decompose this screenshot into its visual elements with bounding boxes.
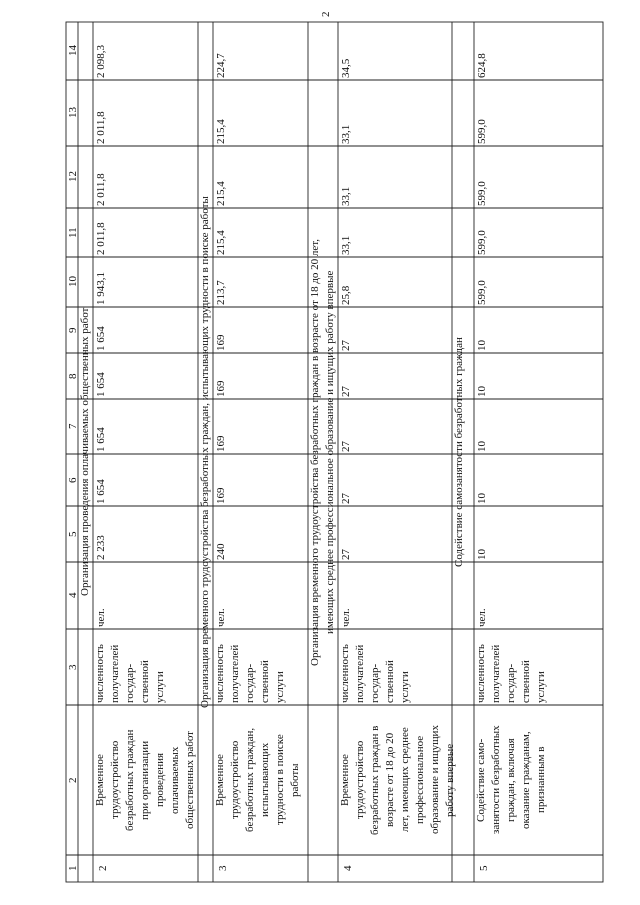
value-cell: 215,4: [215, 230, 227, 255]
rotated-table-page: [66, 22, 603, 882]
value-cell: 599,0: [476, 230, 488, 255]
section-heading: Организация проведения оплачиваемых общественных работ: [79, 307, 91, 597]
row-name: Временное трудоустройство безработных граждан, испытывающих трудности в поиске работы: [214, 727, 301, 833]
value-cell: 27: [340, 386, 352, 397]
value-cell: 33,1: [340, 124, 352, 144]
value-cell: 1 654: [95, 427, 107, 452]
value-cell: 169: [215, 435, 227, 452]
value-cell: 25,8: [340, 285, 352, 305]
row-unit: чел.: [340, 608, 352, 627]
value-cell: 624,8: [476, 53, 488, 78]
value-cell: 10: [476, 549, 488, 560]
value-cell: 213,7: [215, 280, 227, 305]
value-cell: 33,1: [340, 235, 352, 255]
value-cell: 2 011,8: [95, 222, 107, 255]
value-cell: 1 943,1: [95, 272, 107, 305]
value-cell: 10: [476, 340, 488, 351]
value-cell: 240: [215, 543, 227, 560]
column-number: 5: [67, 531, 79, 537]
row-unit: чел.: [476, 608, 488, 627]
column-number: 1: [67, 865, 79, 872]
row-indicator: численность получателей государ- ственной услуги: [339, 644, 411, 703]
value-cell: 599,0: [476, 280, 488, 305]
row-indicator: численность получателей государ- ственной услуги: [214, 644, 286, 703]
row-number: 3: [217, 865, 229, 871]
row-number: 5: [478, 865, 490, 871]
value-cell: 215,4: [215, 181, 227, 206]
value-cell: 169: [215, 334, 227, 351]
value-cell: 2 011,8: [95, 111, 107, 144]
column-number: 7: [67, 423, 79, 430]
row-indicator: численность получателей государ- ственной услуги: [475, 644, 547, 703]
value-cell: 215,4: [215, 119, 227, 144]
section-heading: Организация временного трудоустройства безработных граждан, испытывающих трудности в поиске работы: [199, 196, 211, 708]
column-number: 2: [67, 777, 79, 783]
row-number: 2: [97, 865, 109, 871]
value-cell: 224,7: [215, 53, 227, 78]
page-number: 2: [320, 11, 332, 17]
column-number: 4: [67, 592, 79, 599]
value-cell: 10: [476, 493, 488, 504]
section-heading: Содействие самозанятости безработных граждан: [453, 337, 465, 567]
value-cell: 1 654: [95, 372, 107, 397]
value-cell: 34,5: [340, 58, 352, 78]
row-unit: чел.: [215, 608, 227, 627]
value-cell: 33,1: [340, 186, 352, 206]
value-cell: 27: [340, 340, 352, 351]
row-number: 4: [342, 865, 354, 871]
value-cell: 27: [340, 441, 352, 452]
column-number: 9: [67, 327, 79, 333]
value-cell: 27: [340, 493, 352, 504]
row-name: Временное трудоустройство безработных граждан в возрасте от 18 до 20 лет, имеющих среднее профессиональное образование и ищущих работу впервые: [339, 725, 456, 835]
value-cell: 169: [215, 487, 227, 504]
value-cell: 10: [476, 441, 488, 452]
row-name: Содействие само- занятости безработных граждан, включая оказание гражданам, признанным в: [475, 725, 547, 835]
value-cell: 2 011,8: [95, 173, 107, 206]
column-number: 13: [67, 107, 79, 119]
value-cell: 27: [340, 549, 352, 560]
column-number: 10: [67, 276, 79, 288]
section-heading: Организация временного трудоустройства безработных граждан в возрасте от 18 до 20 лет, имеющих среднее профессиональное образование и ищущих работу впервые: [309, 238, 336, 666]
column-number: 14: [67, 45, 79, 57]
column-number: 6: [67, 477, 79, 483]
value-cell: 169: [215, 380, 227, 397]
column-number: 11: [67, 227, 79, 238]
row-unit: чел.: [95, 608, 107, 627]
value-cell: 1 654: [95, 326, 107, 351]
row-name: Временное трудоустройство безработных граждан при организации проведения оплачиваемых общественных работ: [94, 729, 196, 831]
column-number: 12: [67, 171, 79, 183]
row-indicator: численность получателей государ- ственной услуги: [94, 644, 166, 703]
value-cell: 2 233: [95, 535, 107, 560]
value-cell: 1 654: [95, 479, 107, 504]
value-cell: 2 098,3: [95, 45, 107, 78]
value-cell: 10: [476, 386, 488, 397]
column-number: 8: [67, 373, 79, 379]
column-number: 3: [67, 664, 79, 670]
value-cell: 599,0: [476, 181, 488, 206]
value-cell: 599,0: [476, 119, 488, 144]
